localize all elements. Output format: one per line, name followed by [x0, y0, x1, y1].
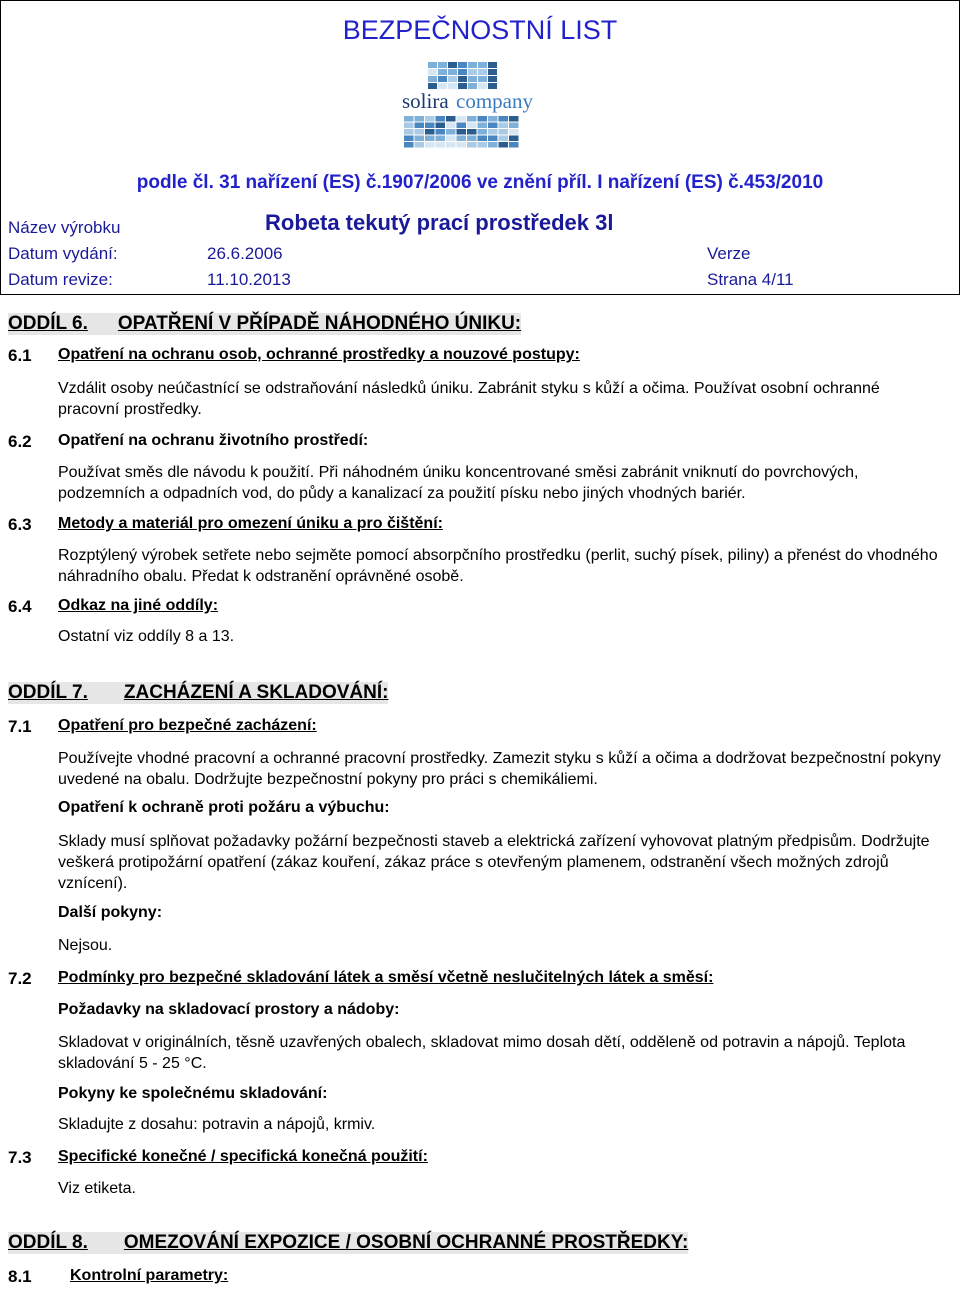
- joint-storage-text: Skladujte z dosahu: potravin a nápojů, krmiv.: [58, 1116, 376, 1133]
- logo-tile: [404, 142, 414, 148]
- logo-tile: [488, 142, 498, 148]
- logo-tile: [468, 62, 477, 68]
- logo-tile: [438, 62, 447, 68]
- logo-tile: [499, 129, 509, 135]
- item-7-3-number: 7.3: [8, 1148, 32, 1167]
- logo-tile: [436, 142, 446, 148]
- logo-tile: [467, 123, 477, 129]
- logo-tile: [488, 123, 498, 129]
- page-number: Strana 4/11: [707, 270, 794, 289]
- section-7-title: [8, 682, 388, 704]
- storage-requirements-title: Požadavky na skladovací prostory a nádoby:: [58, 1001, 400, 1018]
- logo-tile: [404, 136, 414, 142]
- item-6-1-title: Opatření na ochranu osob, ochranné prostředky a nouzové postupy:: [58, 346, 580, 363]
- fire-protection-title: Opatření k ochraně proti požáru a výbuchu:: [58, 799, 390, 816]
- logo-tile: [446, 136, 456, 142]
- section-6-number: ODDÍL 6.: [8, 313, 88, 334]
- logo-tile: [457, 123, 467, 129]
- logo-tile: [478, 136, 488, 142]
- logo-tile: [436, 123, 446, 129]
- revision-date: 11.10.2013: [207, 270, 291, 289]
- item-6-3-number: 6.3: [8, 515, 32, 534]
- logo-tile: [425, 116, 435, 122]
- logo-tile: [488, 76, 497, 82]
- logo-tile: [488, 129, 498, 135]
- logo-tile: [478, 142, 488, 148]
- logo-text-company: company: [456, 89, 533, 113]
- logo-tile: [436, 116, 446, 122]
- logo-tile: [448, 69, 457, 75]
- item-6-3-text: Rozptýlený výrobek setřete nebo sejměte pomocí absorpčního prostředku (perlit, suchý písek, piliny) a přenést do vhodného náhradního obalu. Předat k odstranění oprávněné osobě.: [58, 547, 938, 585]
- section-7-number: ODDÍL 7.: [8, 682, 88, 703]
- regulation-line: podle čl. 31 nařízení (ES) č.1907/2006 ve znění příl. I nařízení (ES) č.453/2010: [136, 172, 824, 193]
- section-7-heading: ZACHÁZENÍ A SKLADOVÁNÍ:: [123, 682, 389, 703]
- item-7-3-text: Viz etiketa.: [58, 1180, 136, 1197]
- logo-tile: [488, 136, 498, 142]
- product-name: Robeta tekutý prací prostředek 3l: [265, 210, 614, 235]
- fire-protection-text: Sklady musí splňovat požadavky požární bezpečnosti staveb a elektrická zařízení vyhovovat platným předpisům. Dodržujte veškerá protipožární opatření (zákaz kouření, zákaz práce s otevřeným plamenem, odstranění všech možných zdrojů vznícení).: [58, 833, 930, 892]
- logo-tile: [467, 142, 477, 148]
- logo-tile: [446, 142, 456, 148]
- logo-tile: [509, 116, 519, 122]
- item-6-4-title: Odkaz na jiné oddíly:: [58, 597, 219, 614]
- item-6-4-number: 6.4: [8, 597, 32, 616]
- logo-tile: [509, 136, 519, 142]
- item-6-2-title: Opatření na ochranu životního prostředí:: [58, 432, 369, 449]
- logo-tile: [468, 76, 477, 82]
- logo-tile: [499, 123, 509, 129]
- logo-tile: [509, 142, 519, 148]
- logo-tile: [478, 62, 487, 68]
- item-6-2-text: Používat směs dle návodu k použití. Při náhodném úniku koncentrované směsi zabránit vniknutí do povrchových, podzemních a odpadních vod, do půdy a kanalizací za použití písku nebo jiných vhodných bariér.: [58, 464, 859, 502]
- item-8-1-number: 8.1: [8, 1267, 32, 1286]
- logo-tile: [458, 62, 467, 68]
- item-6-4-text: Ostatní viz oddíly 8 a 13.: [58, 628, 235, 645]
- logo-tile: [446, 116, 456, 122]
- logo-tile: [446, 123, 456, 129]
- section-8-title: [8, 1232, 688, 1254]
- logo-text-solira: solira: [402, 89, 449, 113]
- logo-tile: [468, 69, 477, 75]
- logo-tile: [415, 142, 425, 148]
- section-8-heading: OMEZOVÁNÍ EXPOZICE / OSOBNÍ OCHRANNÉ PROSTŘEDKY:: [123, 1232, 689, 1253]
- logo-tile: [478, 116, 488, 122]
- logo-tile: [448, 76, 457, 82]
- logo-tile: [425, 123, 435, 129]
- logo-tile: [467, 129, 477, 135]
- logo-tile: [478, 123, 488, 129]
- logo-tile: [415, 116, 425, 122]
- logo-tile: [458, 76, 467, 82]
- logo-tile: [488, 69, 497, 75]
- logo-tile: [438, 76, 447, 82]
- item-7-1-text: Používejte vhodné pracovní a ochranné pracovní prostředky. Zamezit styku s kůží a očima a dodržovat bezpečnostní pokyny uvedené na obalu. Dodržujte bezpečnostní pokyny pro práci s chemikáliemi.: [58, 750, 941, 788]
- logo-tile: [404, 116, 414, 122]
- logo-tile: [499, 142, 509, 148]
- version-label: Verze: [707, 244, 751, 263]
- item-7-3-title: Specifické konečné / specifická konečná použití:: [58, 1148, 428, 1165]
- item-8-1-title: Kontrolní parametry:: [70, 1267, 229, 1284]
- item-6-3-title: Metody a materiál pro omezení úniku a pro čištění:: [58, 515, 443, 532]
- logo-tile: [458, 69, 467, 75]
- storage-requirements-text: Skladovat v originálních, těsně uzavřených obalech, skladovat mimo dosah dětí, odděleně od potravin a nápojů. Teplota skladování 5 - 25 °C.: [58, 1034, 906, 1072]
- logo-tile: [446, 129, 456, 135]
- section-8-number: ODDÍL 8.: [8, 1232, 88, 1253]
- logo-tile: [425, 136, 435, 142]
- product-label: Název výrobku: [8, 218, 121, 237]
- issue-date-label: Datum vydání:: [8, 244, 118, 263]
- logo-tile: [488, 116, 498, 122]
- logo-tile: [467, 136, 477, 142]
- logo-tile: [425, 142, 435, 148]
- item-6-2-number: 6.2: [8, 432, 32, 451]
- logo-tile: [438, 69, 447, 75]
- item-6-1-number: 6.1: [8, 346, 32, 365]
- logo-tile: [428, 69, 437, 75]
- logo-tile: [415, 123, 425, 129]
- logo-tile: [478, 129, 488, 135]
- section-6-title: [8, 313, 521, 335]
- other-instructions-title: Další pokyny:: [58, 904, 163, 921]
- logo-tile: [478, 76, 487, 82]
- logo-tile: [457, 129, 467, 135]
- logo-tile: [509, 123, 519, 129]
- logo-tile: [499, 136, 509, 142]
- logo-tile: [488, 62, 497, 68]
- item-7-1-title: Opatření pro bezpečné zacházení:: [58, 717, 317, 734]
- other-instructions-text: Nejsou.: [58, 937, 113, 954]
- logo-tile: [448, 62, 457, 68]
- document-title: BEZPEČNOSTNÍ LIST: [342, 15, 618, 45]
- logo-tile: [404, 123, 414, 129]
- item-6-1-text: Vzdálit osoby neúčastnící se odstraňování následků úniku. Zabránit styku s kůží a očima. Používat osobní ochranné pracovní prostředky.: [58, 380, 880, 418]
- company-logo: [400, 58, 533, 150]
- logo-tile: [509, 129, 519, 135]
- issue-date: 26.6.2006: [207, 244, 283, 263]
- logo-tile: [404, 129, 414, 135]
- logo-tile: [428, 62, 437, 68]
- logo-tile: [499, 116, 509, 122]
- item-7-2-number: 7.2: [8, 969, 32, 988]
- logo-tile: [436, 129, 446, 135]
- section-6-heading: OPATŘENÍ V PŘÍPADĚ NÁHODNÉHO ÚNIKU:: [117, 313, 522, 334]
- logo-tile: [415, 129, 425, 135]
- item-7-1-number: 7.1: [8, 717, 32, 736]
- item-7-2-title: Podmínky pro bezpečné skladování látek a směsí včetně neslučitelných látek a směsí:: [58, 969, 714, 986]
- logo-tile: [467, 116, 477, 122]
- logo-tile: [457, 142, 467, 148]
- logo-tile: [415, 136, 425, 142]
- logo-tile: [457, 116, 467, 122]
- joint-storage-title: Pokyny ke společnému skladování:: [58, 1085, 328, 1102]
- revision-date-label: Datum revize:: [8, 270, 113, 289]
- logo-tile: [428, 76, 437, 82]
- logo-tile: [425, 129, 435, 135]
- logo-tile: [457, 136, 467, 142]
- logo-tile: [436, 136, 446, 142]
- logo-tile: [478, 69, 487, 75]
